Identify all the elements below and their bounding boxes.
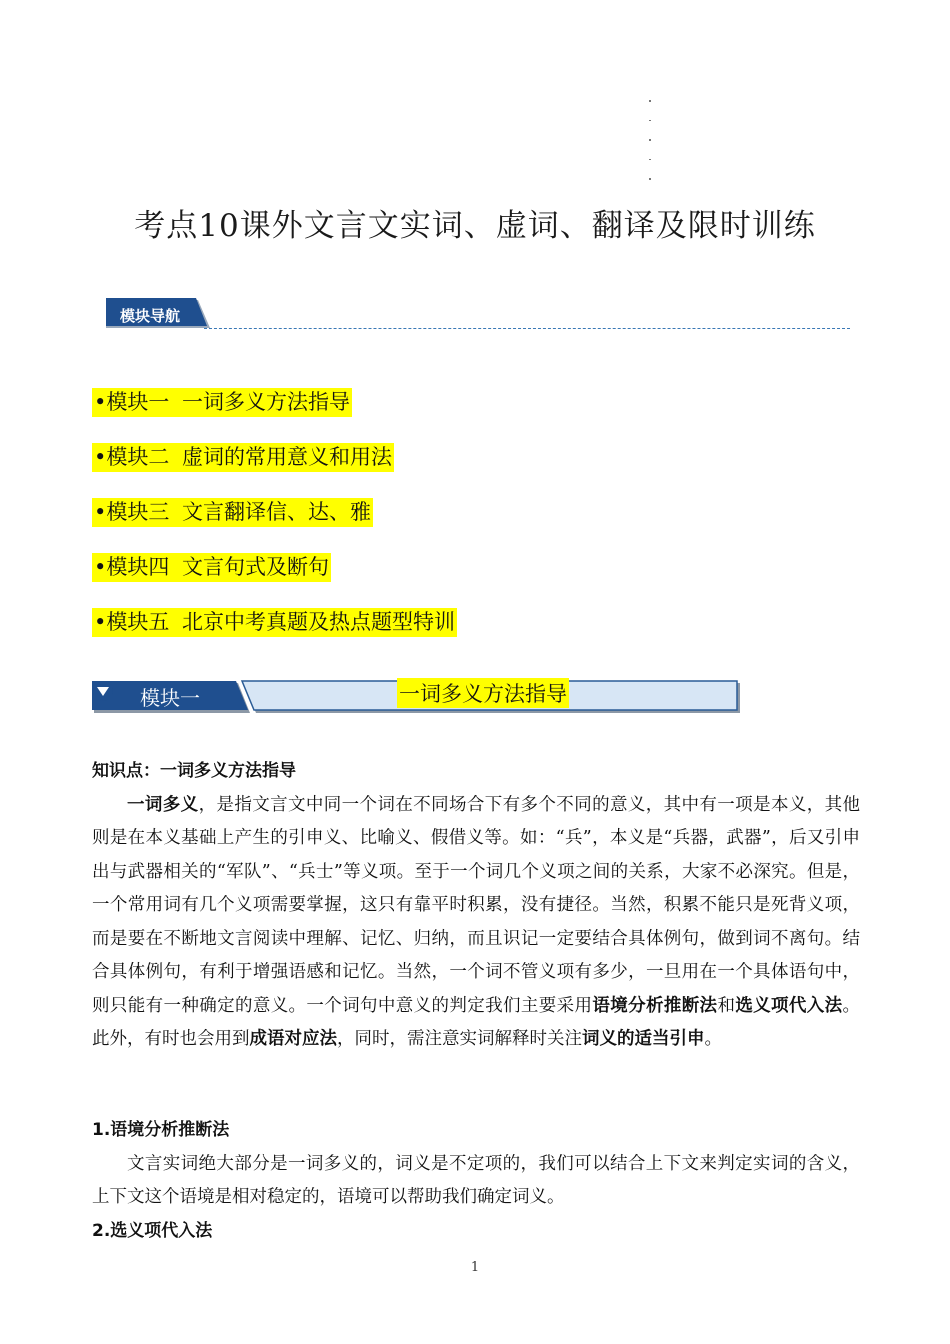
knowledge-heading: 知识点：一词多义方法指导	[92, 761, 296, 781]
section-content-2	[92, 1114, 860, 1248]
page-title: 考点10课外文言文实词、虚词、翻译及限时训练	[134, 208, 816, 244]
toc-item[interactable]: •模块五 北京中考真题及热点题型特训	[92, 608, 457, 637]
subheading: 2.选义项代入法	[92, 1220, 213, 1241]
module-one-header	[92, 680, 742, 714]
module-one-label: 模块一	[140, 686, 200, 710]
module-nav-tab	[106, 298, 210, 330]
paragraph: 一词多义，是指文言文中同一个词在不同场合下有多个不同的意义，其中有一项是本义，其他则是在本义基础上产生的引申义、比喻义、假借义等。如：“兵”，本义是“兵器，武器”，后又引申出与武器相关的“军队”、“兵士”等义项。至于一个词几个义项之间的关系，大家不必深究。但是，一个常用词有几个义项需要掌握，这只有靠平时积累，没有捷径。当然，积累不能只是死背义项，而是要在不断地文言阅读中理解、记忆、归纳，而且识记一定要结合具体例句，做到词不离句。结合具体例句，有利于增强语感和记忆。当然，一个词不管义项有多少，一旦用在一个具体语句中，则只能有一种确定的意义。一个词句中意义的判定我们主要采用语境分析推断法和选义项代入法。此外，有时也会用到成语对应法，同时，需注意实词解释时关注词义的适当引申。	[92, 794, 861, 1049]
page-number: 1	[470, 1260, 480, 1275]
decorative-dots	[649, 100, 653, 184]
module-one-title: 一词多义方法指导	[397, 678, 569, 708]
module-nav-label: 模块导航	[120, 307, 181, 325]
section-content	[92, 755, 860, 1057]
chevron-down-icon[interactable]	[92, 680, 114, 702]
nav-divider	[204, 328, 850, 329]
toc-item[interactable]: •模块二 虚词的常用意义和用法	[92, 443, 394, 472]
subheading: 1.语境分析推断法	[92, 1120, 230, 1140]
toc-item[interactable]: •模块四 文言句式及断句	[92, 553, 331, 582]
toc-item[interactable]: •模块三 文言翻译信、达、雅	[92, 498, 373, 527]
toc-item[interactable]: •模块一 一词多义方法指导	[92, 388, 352, 417]
paragraph: 文言实词绝大部分是一词多义的，词义是不定项的，我们可以结合上下文来判定实词的含义，上下文这个语境是相对稳定的，语境可以帮助我们确定词义。	[92, 1153, 860, 1207]
